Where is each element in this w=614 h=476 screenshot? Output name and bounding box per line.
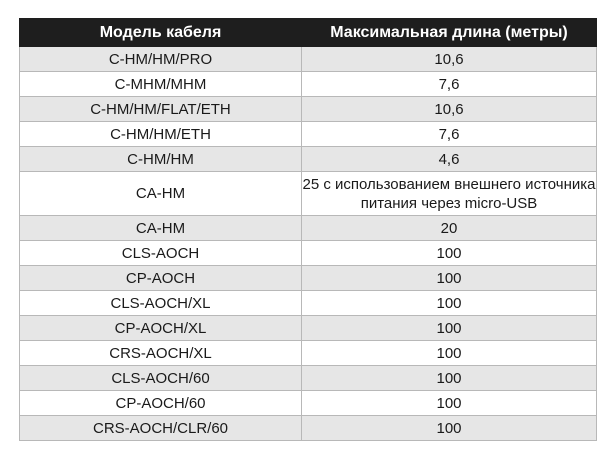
cell-cable-model: CLS-AOCH/60	[20, 366, 302, 391]
cell-max-length: 100	[302, 266, 597, 291]
table-row	[20, 47, 597, 72]
cell-max-length: 20	[302, 216, 597, 241]
cell-max-length: 100	[302, 416, 597, 441]
table-row	[20, 241, 597, 266]
table-row	[20, 316, 597, 341]
cell-max-length: 10,6	[302, 97, 597, 122]
cell-cable-model: C-HM/HM/FLAT/ETH	[20, 97, 302, 122]
cell-cable-model: CP-AOCH	[20, 266, 302, 291]
cell-cable-model: CRS-AOCH/CLR/60	[20, 416, 302, 441]
header-cable-model: Модель кабеля	[20, 19, 302, 47]
cable-length-table	[19, 18, 597, 441]
cell-cable-model: CA-HM	[20, 216, 302, 241]
table-row	[20, 172, 597, 216]
cell-cable-model: CP-AOCH/60	[20, 391, 302, 416]
cell-cable-model: CA-HM	[20, 172, 302, 216]
cell-max-length: 25 с использованием внешнего источника питания через micro-USB	[302, 172, 597, 216]
table-row	[20, 97, 597, 122]
cell-cable-model: CRS-AOCH/XL	[20, 341, 302, 366]
table-row	[20, 391, 597, 416]
cable-length-table-container	[19, 18, 596, 441]
cell-max-length: 7,6	[302, 72, 597, 97]
table-row	[20, 266, 597, 291]
table-row	[20, 341, 597, 366]
table-header-row	[20, 19, 597, 47]
cell-cable-model: C-HM/HM/ETH	[20, 122, 302, 147]
table-row	[20, 122, 597, 147]
cell-max-length: 10,6	[302, 47, 597, 72]
header-max-length: Максимальная длина (метры)	[302, 19, 597, 47]
cell-max-length: 100	[302, 241, 597, 266]
cell-max-length: 100	[302, 341, 597, 366]
table-row	[20, 366, 597, 391]
cell-max-length: 7,6	[302, 122, 597, 147]
table-row	[20, 416, 597, 441]
cell-cable-model: C-MHM/MHM	[20, 72, 302, 97]
cell-max-length: 100	[302, 316, 597, 341]
table-row	[20, 216, 597, 241]
cell-max-length: 100	[302, 391, 597, 416]
cell-max-length: 100	[302, 291, 597, 316]
table-row	[20, 147, 597, 172]
cell-max-length: 100	[302, 366, 597, 391]
cell-cable-model: CP-AOCH/XL	[20, 316, 302, 341]
cell-cable-model: CLS-AOCH/XL	[20, 291, 302, 316]
cell-cable-model: C-HM/HM	[20, 147, 302, 172]
cell-max-length: 4,6	[302, 147, 597, 172]
cell-cable-model: CLS-AOCH	[20, 241, 302, 266]
table-row	[20, 291, 597, 316]
table-row	[20, 72, 597, 97]
cell-cable-model: C-HM/HM/PRO	[20, 47, 302, 72]
